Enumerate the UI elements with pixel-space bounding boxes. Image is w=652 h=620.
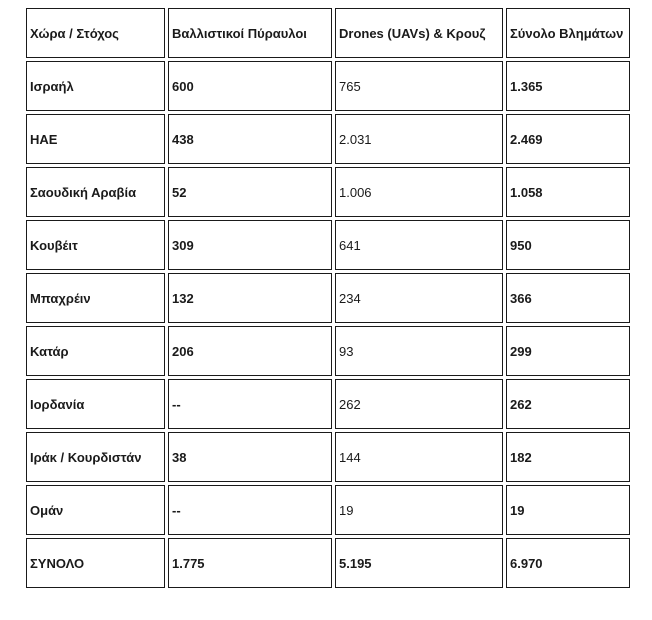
drones-cell: 262 <box>335 379 503 429</box>
drones-cell: 93 <box>335 326 503 376</box>
ballistic-cell: 52 <box>168 167 332 217</box>
table-row <box>26 485 630 535</box>
ballistic-cell: 309 <box>168 220 332 270</box>
country-cell: ΗΑΕ <box>26 114 165 164</box>
country-cell: Κουβέιτ <box>26 220 165 270</box>
ballistic-cell: 438 <box>168 114 332 164</box>
totals-drones: 5.195 <box>335 538 503 588</box>
totals-label: ΣΥΝΟΛΟ <box>26 538 165 588</box>
drones-cell: 144 <box>335 432 503 482</box>
table-row <box>26 273 630 323</box>
total-cell: 182 <box>506 432 630 482</box>
header-ballistic: Βαλλιστικοί Πύραυλοι <box>168 8 332 58</box>
country-cell: Μπαχρέιν <box>26 273 165 323</box>
country-cell: Σαουδική Αραβία <box>26 167 165 217</box>
missiles-table <box>23 5 633 591</box>
country-cell: Ιορδανία <box>26 379 165 429</box>
drones-cell: 19 <box>335 485 503 535</box>
header-country: Χώρα / Στόχος <box>26 8 165 58</box>
total-cell: 19 <box>506 485 630 535</box>
total-cell: 2.469 <box>506 114 630 164</box>
country-cell: Ιράκ / Κουρδιστάν <box>26 432 165 482</box>
total-cell: 262 <box>506 379 630 429</box>
ballistic-cell: -- <box>168 485 332 535</box>
header-total: Σύνολο Βλημάτων <box>506 8 630 58</box>
total-cell: 1.365 <box>506 61 630 111</box>
totals-total: 6.970 <box>506 538 630 588</box>
table-row <box>26 379 630 429</box>
country-cell: Ισραήλ <box>26 61 165 111</box>
totals-row <box>26 538 630 588</box>
ballistic-cell: 38 <box>168 432 332 482</box>
total-cell: 950 <box>506 220 630 270</box>
ballistic-cell: -- <box>168 379 332 429</box>
ballistic-cell: 600 <box>168 61 332 111</box>
total-cell: 1.058 <box>506 167 630 217</box>
drones-cell: 234 <box>335 273 503 323</box>
total-cell: 299 <box>506 326 630 376</box>
table-row <box>26 167 630 217</box>
drones-cell: 765 <box>335 61 503 111</box>
country-cell: Κατάρ <box>26 326 165 376</box>
drones-cell: 2.031 <box>335 114 503 164</box>
drones-cell: 1.006 <box>335 167 503 217</box>
header-drones: Drones (UAVs) & Κρουζ <box>335 8 503 58</box>
drones-cell: 641 <box>335 220 503 270</box>
table-row <box>26 114 630 164</box>
country-cell: Ομάν <box>26 485 165 535</box>
table-row <box>26 326 630 376</box>
table-row <box>26 432 630 482</box>
ballistic-cell: 132 <box>168 273 332 323</box>
table-row <box>26 220 630 270</box>
ballistic-cell: 206 <box>168 326 332 376</box>
header-row <box>26 8 630 58</box>
total-cell: 366 <box>506 273 630 323</box>
table-row <box>26 61 630 111</box>
totals-ballistic: 1.775 <box>168 538 332 588</box>
